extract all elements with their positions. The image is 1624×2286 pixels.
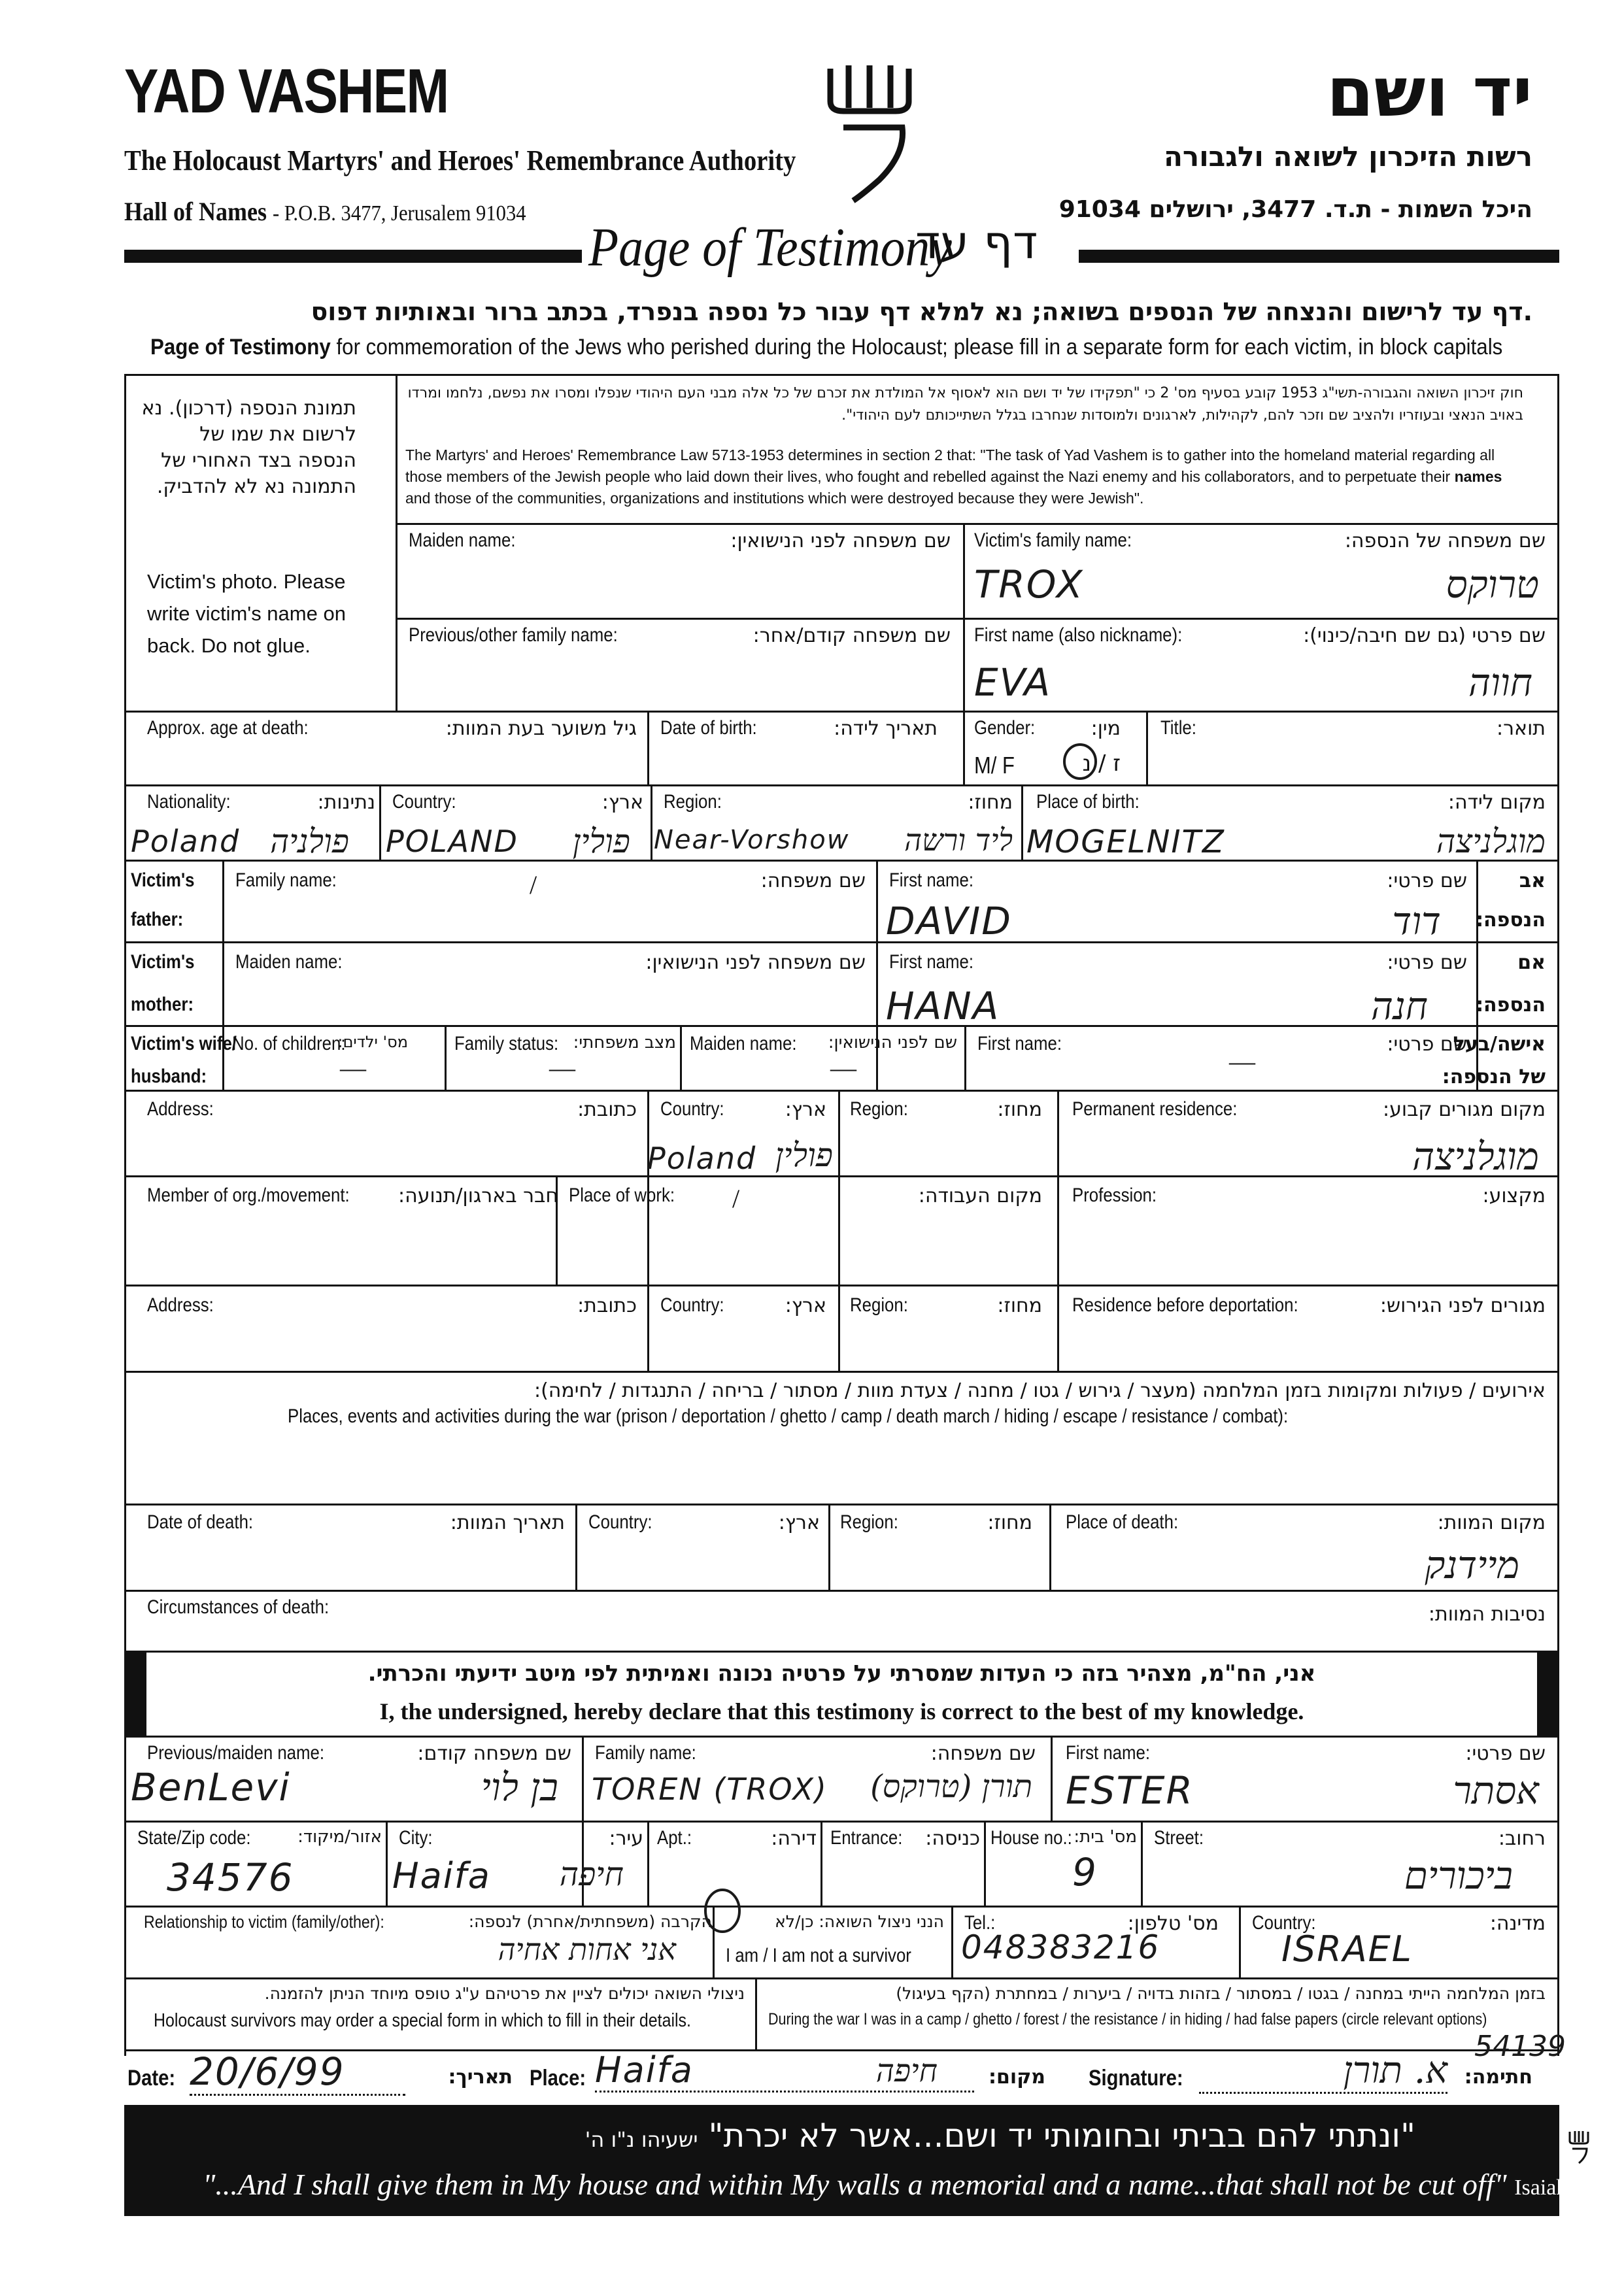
member-label: Member of org./movement: — [147, 1185, 350, 1206]
during-war-en: During the war I was in a camp / ghetto / forest / the resistance / in hiding / had false papers (circle relevant options) — [768, 2010, 1487, 2028]
submitter-prev-maiden-he-field[interactable]: בן לוי — [481, 1765, 558, 1809]
hall-of-names-he: היכל השמות - ת.ד. 3477, ירושלים 91034 — [1058, 196, 1532, 223]
dob-label-he: תאריך לידה: — [834, 717, 938, 740]
survivors-note-he: ניצולי השואה יכולים לציין את פרטיהם ע"ג טופס מיוחד הניתן להזמנה. — [264, 1984, 745, 2003]
victim-family-name-he-field[interactable]: טרוקס — [1446, 562, 1539, 607]
footer-quote-en-text: "...And I shall give them in My house and within My walls a memorial and a name...that shall not be cut off" — [203, 2168, 1507, 2201]
org-name-en: YAD VASHEM — [124, 56, 448, 126]
mother-label-he: אם — [1517, 951, 1546, 974]
address-country-label-he: ארץ: — [785, 1098, 826, 1121]
victim-family-name-field[interactable]: TROX — [974, 562, 1084, 607]
street-label-he: רחוב: — [1498, 1827, 1546, 1850]
father-family-name-label: Family name: — [235, 869, 337, 891]
work-label: Place of work: — [569, 1185, 675, 1206]
victim-first-name-he-field[interactable]: חווה — [1468, 660, 1532, 705]
father-family-name-stroke: / — [530, 870, 537, 899]
pob-label-he: מקום לידה: — [1447, 791, 1546, 814]
spouse-label: Victim's wife/ — [131, 1033, 237, 1054]
spouse-first-name-field[interactable]: — — [1229, 1047, 1255, 1076]
footer-quote-band — [124, 2105, 1618, 2216]
address2-country-label: Country: — [660, 1294, 724, 1316]
place-of-death-field[interactable]: מיידנק — [1425, 1543, 1519, 1587]
children-label: No. of children: — [232, 1033, 346, 1054]
address-label: Address: — [147, 1098, 214, 1120]
photo-instructions-he: תמונת הנספה (דרכון). נא לרשום את שמו של הנספה בצד האחורי של התמונה נא לא להדביק. — [141, 397, 356, 498]
father-first-name-label: First name: — [889, 869, 974, 891]
authority-he: רשות הזיכרון לשואה ולגבורה — [1164, 141, 1532, 173]
title-label: Title: — [1160, 717, 1196, 739]
gender-options: M/ F — [974, 752, 1015, 779]
place-label: Place: — [530, 2066, 586, 2091]
survivors-note-en: Holocaust survivors may order a special form in which to fill in their details. — [154, 2010, 691, 2031]
dod-country-label-he: ארץ: — [778, 1511, 820, 1534]
place-he-field[interactable]: חיפה — [875, 2053, 938, 2089]
photo-instructions-en: Victim's photo. Please write victim's name on back. Do not glue. — [147, 570, 346, 657]
yad-vashem-logo-icon — [817, 56, 922, 206]
spouse-maiden-label-he: שם לפני הנישואין: — [828, 1033, 957, 1052]
first-name-label-he: שם פרטי (גם שם חיבה/כינוי): — [1303, 624, 1546, 647]
spouse-maiden-field[interactable]: — — [830, 1053, 856, 1083]
place-field[interactable]: Haifa — [595, 2049, 974, 2093]
spouse-first-name-label: First name: — [977, 1033, 1062, 1054]
country-label: Country: — [392, 791, 456, 813]
pod-label: Place of death: — [1066, 1511, 1179, 1533]
tel-field[interactable]: 048383216 — [961, 1928, 1160, 1966]
perm-residence-field[interactable]: מוגלניצה — [1412, 1134, 1539, 1179]
dod-country-label: Country: — [588, 1511, 652, 1533]
children-label-he: מס' ילדים: — [337, 1033, 408, 1051]
apt-label: Apt.: — [657, 1827, 692, 1849]
title-label-he: תואר: — [1497, 717, 1546, 740]
family-status-label: Family status: — [454, 1033, 559, 1054]
country-he-field[interactable]: פולין — [572, 822, 630, 860]
law-text-part2: and those of the communities, organizations and institutions which were destroyed because they were Jewish". — [405, 490, 1144, 507]
family-status-field[interactable]: — — [549, 1053, 575, 1083]
dod-label-he: תאריך המוות: — [450, 1511, 565, 1534]
circumstances-label-he: נסיבות המוות: — [1428, 1603, 1546, 1626]
zip-field[interactable]: 34576 — [167, 1855, 294, 1900]
authority-en: The Holocaust Martyrs' and Heroes' Remembrance Authority — [124, 144, 796, 176]
gender-label-he: מין: — [1091, 717, 1121, 740]
date-label-he: תאריך: — [448, 2066, 513, 2089]
footer-quote-he-source: ישעיהו נ"ו ה' — [584, 2127, 698, 2152]
father-label-2: father: — [131, 909, 184, 930]
work-label-he: מקום העבודה: — [918, 1185, 1042, 1207]
family-name-label-he: שם משפחה של הנספה: — [1344, 529, 1546, 552]
mother-maiden-name-label-he: שם משפחה לפני הנישואין: — [645, 951, 866, 974]
profession-label: Profession: — [1072, 1185, 1157, 1206]
mother-label: Victim's — [131, 951, 195, 973]
date-field[interactable]: 20/6/99 — [190, 2049, 405, 2096]
mother-label-2: mother: — [131, 994, 194, 1015]
apt-label-he: דירה: — [771, 1827, 817, 1850]
signature-label-he: חתימה: — [1464, 2066, 1532, 2089]
instructions-text: for commemoration of the Jews who perished during the Holocaust; please fill in a separate form for each victim, in block capitals — [336, 335, 1503, 360]
mother-first-name-label-he: שם פרטי: — [1387, 951, 1467, 974]
relationship-field[interactable]: אני אחות אחיה — [498, 1932, 676, 1967]
dod-region-label: Region: — [840, 1511, 898, 1533]
relationship-label-he: הקרבה (משפחתית/אחרת) לנספה: — [468, 1912, 712, 1931]
entrance-label: Entrance: — [830, 1827, 903, 1849]
gender-options-he: ז / נ — [1082, 750, 1121, 777]
events-label-en: Places, events and activities during the war (prison / deportation / ghetto / camp / death march / hiding / escape / resistance / combat): — [288, 1405, 1289, 1427]
submitter-family-name-label: Family name: — [595, 1742, 696, 1764]
region-field[interactable]: Near-Vorshow — [654, 825, 850, 855]
city-label: City: — [399, 1827, 433, 1849]
hall-title: Hall of Names — [124, 197, 267, 226]
prev-name-label: Previous/other family name: — [409, 624, 618, 646]
instructions-bold: Page of Testimony — [150, 335, 331, 360]
declaration-band — [124, 1651, 1559, 1736]
signature-label: Signature: — [1089, 2066, 1183, 2091]
submitter-family-name-label-he: שם משפחה: — [930, 1742, 1036, 1765]
pob-label: Place of birth: — [1036, 791, 1140, 813]
spouse-label-2: husband: — [131, 1066, 207, 1087]
signature-field[interactable]: א. תורן — [1199, 2049, 1447, 2094]
submitter-first-name-field[interactable]: ESTER — [1066, 1768, 1194, 1813]
events-label-he: אירועים / פעולות ומקומות בזמן המלחמה (מעצר / גירוש / גטו / מחנה / צעדת מוות / מסתור / בריחה / התנגדות / לחימה): — [533, 1379, 1546, 1402]
header-rule-right — [1079, 250, 1559, 263]
survivor-label-en: I am / I am not a survivor — [726, 1945, 911, 1966]
submitter-prev-maiden-label: Previous/maiden name: — [147, 1742, 325, 1764]
profession-label-he: מקצוע: — [1482, 1185, 1546, 1207]
submitter-first-name-he-field[interactable]: אסתר — [1453, 1768, 1539, 1813]
city-field[interactable]: Haifa — [392, 1855, 491, 1896]
father-first-name-he-field[interactable]: דוד — [1392, 899, 1441, 943]
mother-first-name-field[interactable]: HANA — [886, 984, 1000, 1028]
law-text-en — [405, 445, 1523, 509]
entrance-label-he: כניסה: — [925, 1827, 980, 1850]
nationality-field[interactable]: Poland — [131, 824, 241, 859]
father-family-name-label-he: שם משפחה: — [760, 869, 866, 892]
house-no-label-he: מס' בית: — [1074, 1827, 1137, 1847]
mother-first-name-he-field[interactable]: חנה — [1370, 984, 1428, 1028]
dod-label: Date of death: — [147, 1511, 254, 1533]
tel-label: Tel.: — [964, 1912, 996, 1934]
mother-maiden-name-label: Maiden name: — [235, 951, 343, 973]
perm-residence-label-he: מקום מגורים קבוע: — [1383, 1098, 1546, 1121]
page-title-en: Page of Testimony — [588, 217, 952, 278]
country-label-he: ארץ: — [601, 791, 643, 814]
footer-quote-en-source: Isaiah, 56:5 — [1514, 2176, 1618, 2200]
survivor-label-he: הנני ניצול השואה: כן/לא — [775, 1912, 944, 1931]
hall-address: - P.O.B. 3477, Jerusalem 91034 — [272, 201, 526, 226]
zip-label: State/Zip code: — [137, 1827, 251, 1849]
pob-field[interactable]: MOGELNITZ — [1026, 824, 1225, 860]
street-label: Street: — [1154, 1827, 1204, 1849]
zip-label-he: אזור/מיקוד: — [297, 1827, 382, 1847]
spouse-first-name-label-he: שם פרטי: — [1387, 1033, 1467, 1056]
address2-country-label-he: ארץ: — [785, 1294, 826, 1317]
country-submitter-label: Country: — [1252, 1912, 1316, 1934]
submitter-prev-maiden-label-he: שם משפחה קודם: — [417, 1742, 571, 1765]
age-label: Approx. age at death: — [147, 717, 309, 739]
maiden-name-label-he: שם משפחה לפני הנישואין: — [730, 529, 951, 552]
survivor-circle-mark — [700, 1886, 745, 1935]
address2-region-label-he: מחוז: — [997, 1294, 1042, 1317]
res-before-label-he: מגורים לפני הגירוש: — [1379, 1294, 1546, 1317]
header-rule-left — [124, 250, 582, 263]
footer-quote-he — [585, 2117, 1415, 2155]
region-label-he: מחוז: — [968, 791, 1013, 814]
submitter-first-name-label: First name: — [1066, 1742, 1151, 1764]
instructions-he: דף עד לרישום והנצחה של הנספים בשואה; נא למלא דף עבור כל נספה בנפרד, בכתב ברור ובאותיות דפוס. — [311, 297, 1532, 326]
father-label-he-2: הנספה: — [1476, 909, 1546, 932]
declaration-he: אני, הח"מ, מצהיר בזה כי העדות שמסרתי על פרטיה נכונה ואמיתית לפי מיטב ידיעתי והכרתי. — [367, 1660, 1316, 1687]
children-field[interactable]: — — [340, 1053, 366, 1083]
spouse-maiden-label: Maiden name: — [690, 1033, 797, 1054]
street-field[interactable]: ביכורים — [1404, 1853, 1513, 1898]
city-he-field[interactable]: חיפה — [559, 1855, 624, 1893]
footer-quote-en — [203, 2167, 1618, 2202]
mother-first-name-label: First name: — [889, 951, 974, 973]
yad-vashem-small-logo-icon — [1566, 2128, 1592, 2167]
country-submitter-label-he: מדינה: — [1489, 1912, 1546, 1935]
gender-label: Gender: — [974, 717, 1036, 739]
submitter-prev-maiden-field[interactable]: BenLevi — [131, 1765, 291, 1809]
org-name-he: יד ושם — [1327, 52, 1532, 132]
date-label: Date: — [127, 2066, 176, 2091]
dod-region-label-he: מחוז: — [987, 1511, 1032, 1534]
first-name-label: First name (also nickname): — [974, 624, 1183, 646]
res-before-label: Residence before deportation: — [1072, 1294, 1298, 1316]
mother-label-he-2: הנספה: — [1476, 994, 1546, 1017]
house-no-label: House no.: — [990, 1827, 1072, 1849]
address2-region-label: Region: — [850, 1294, 908, 1316]
law-text-he: חוק זיכרון השואה והגבורה-תשי"ג 1953 קובע בסעיף מס' 2 כי "תפקידו של יד ושם הוא לאסוף אל המולדת את זכרם של כל אלה מבני העם היהודי שנפלו ומסרו את נפשם, נלחמו ומרדו באויב הנאצי ובעוזריו ולהציב שם וזכר להם, לקהילות, לארגונים ולמוסדות שנחרבו בגלל השתייכותם לעם היהודי". — [407, 385, 1523, 424]
nationality-label-he: נתינות: — [317, 791, 375, 814]
submitter-first-name-label-he: שם פרטי: — [1465, 1742, 1546, 1765]
declaration-en: I, the undersigned, hereby declare that this testimony is correct to the best of my knowledge. — [379, 1698, 1304, 1724]
submitter-family-name-he-field[interactable]: תורן (טרוקס) — [870, 1768, 1032, 1805]
house-no-field[interactable]: 9 — [1072, 1850, 1098, 1894]
age-label-he: גיל משוער בעת המוות: — [445, 717, 637, 740]
father-first-name-label-he: שם פרטי: — [1387, 869, 1467, 892]
circumstances-label: Circumstances of death: — [147, 1596, 330, 1618]
victim-first-name-field[interactable]: EVA — [974, 660, 1052, 705]
relationship-label: Relationship to victim (family/other): — [144, 1912, 384, 1932]
country-submitter-field[interactable]: ISRAEL — [1281, 1928, 1413, 1970]
maiden-name-label: Maiden name: — [409, 529, 516, 551]
hall-of-names-en — [124, 196, 526, 227]
region-label: Region: — [664, 791, 722, 813]
tel-label-he: מס' טלפון: — [1127, 1912, 1219, 1935]
prev-name-label-he: שם משפחה קודם/אחר: — [753, 624, 951, 647]
address-region-label: Region: — [850, 1098, 908, 1120]
pod-label-he: מקום המוות: — [1437, 1511, 1546, 1534]
nationality-label: Nationality: — [147, 791, 231, 813]
father-label-he: אב — [1519, 869, 1546, 892]
father-label: Victim's — [131, 869, 195, 891]
address2-label: Address: — [147, 1294, 214, 1316]
address-country-label: Country: — [660, 1098, 724, 1120]
address-country-field[interactable]: Poland — [647, 1141, 757, 1176]
perm-residence-label: Permanent residence: — [1072, 1098, 1238, 1120]
page-number: 54139 — [1474, 2030, 1566, 2063]
page-title-he: דף עד — [915, 216, 1038, 269]
law-text-part1: The Martyrs' and Heroes' Remembrance Law 5713-1953 determines in section 2 that: "The task of Yad Vashem is to gather into the homeland material regarding all those members of the Jewish people who laid down their lives, who fought and rebelled against the Nazi enemy and his collaborators, and to perpetuate their — [405, 446, 1495, 485]
father-first-name-field[interactable]: DAVID — [886, 899, 1012, 943]
instructions-en — [150, 335, 1502, 360]
country-field[interactable]: POLAND — [386, 824, 518, 859]
spouse-label-he-2: של הנספה: — [1442, 1066, 1546, 1088]
gender-circle-mark — [1060, 742, 1100, 781]
address-label-he: כתובת: — [577, 1098, 637, 1121]
address2-label-he: כתובת: — [577, 1294, 637, 1317]
spouse-label-he: אישה/בעל — [1453, 1033, 1546, 1056]
family-status-label-he: מצב משפחתי: — [573, 1033, 676, 1052]
nationality-he-field[interactable]: פולניה — [269, 822, 349, 860]
city-label-he: עיר: — [609, 1827, 643, 1850]
address-country-he-field[interactable]: פולין — [775, 1136, 833, 1174]
member-label-he: חבר בארגון/תנועה: — [398, 1185, 558, 1207]
place-label-he: מקום: — [989, 2066, 1045, 2089]
submitter-family-name-field[interactable]: TOREN (TROX) — [592, 1772, 828, 1807]
region-he-field[interactable]: ליד ורשה — [904, 822, 1013, 858]
pob-he-field[interactable]: מוגלניצה — [1436, 822, 1546, 860]
work-field-stroke: / — [732, 1184, 740, 1213]
family-name-label: Victim's family name: — [974, 529, 1132, 551]
law-text-bold: names — [1454, 468, 1502, 485]
dob-label: Date of birth: — [660, 717, 757, 739]
during-war-he: בזמן המלחמה הייתי במחנה / בגטו / במסתור / בזהות בדויה / ביערות / במחתרת (הקף בעיגול) — [896, 1984, 1546, 2003]
address-region-label-he: מחוז: — [997, 1098, 1042, 1121]
footer-quote-he-text: "ונתתי להם בביתי ובחומותי יד ושם...אשר לא יכרת" — [708, 2117, 1415, 2155]
